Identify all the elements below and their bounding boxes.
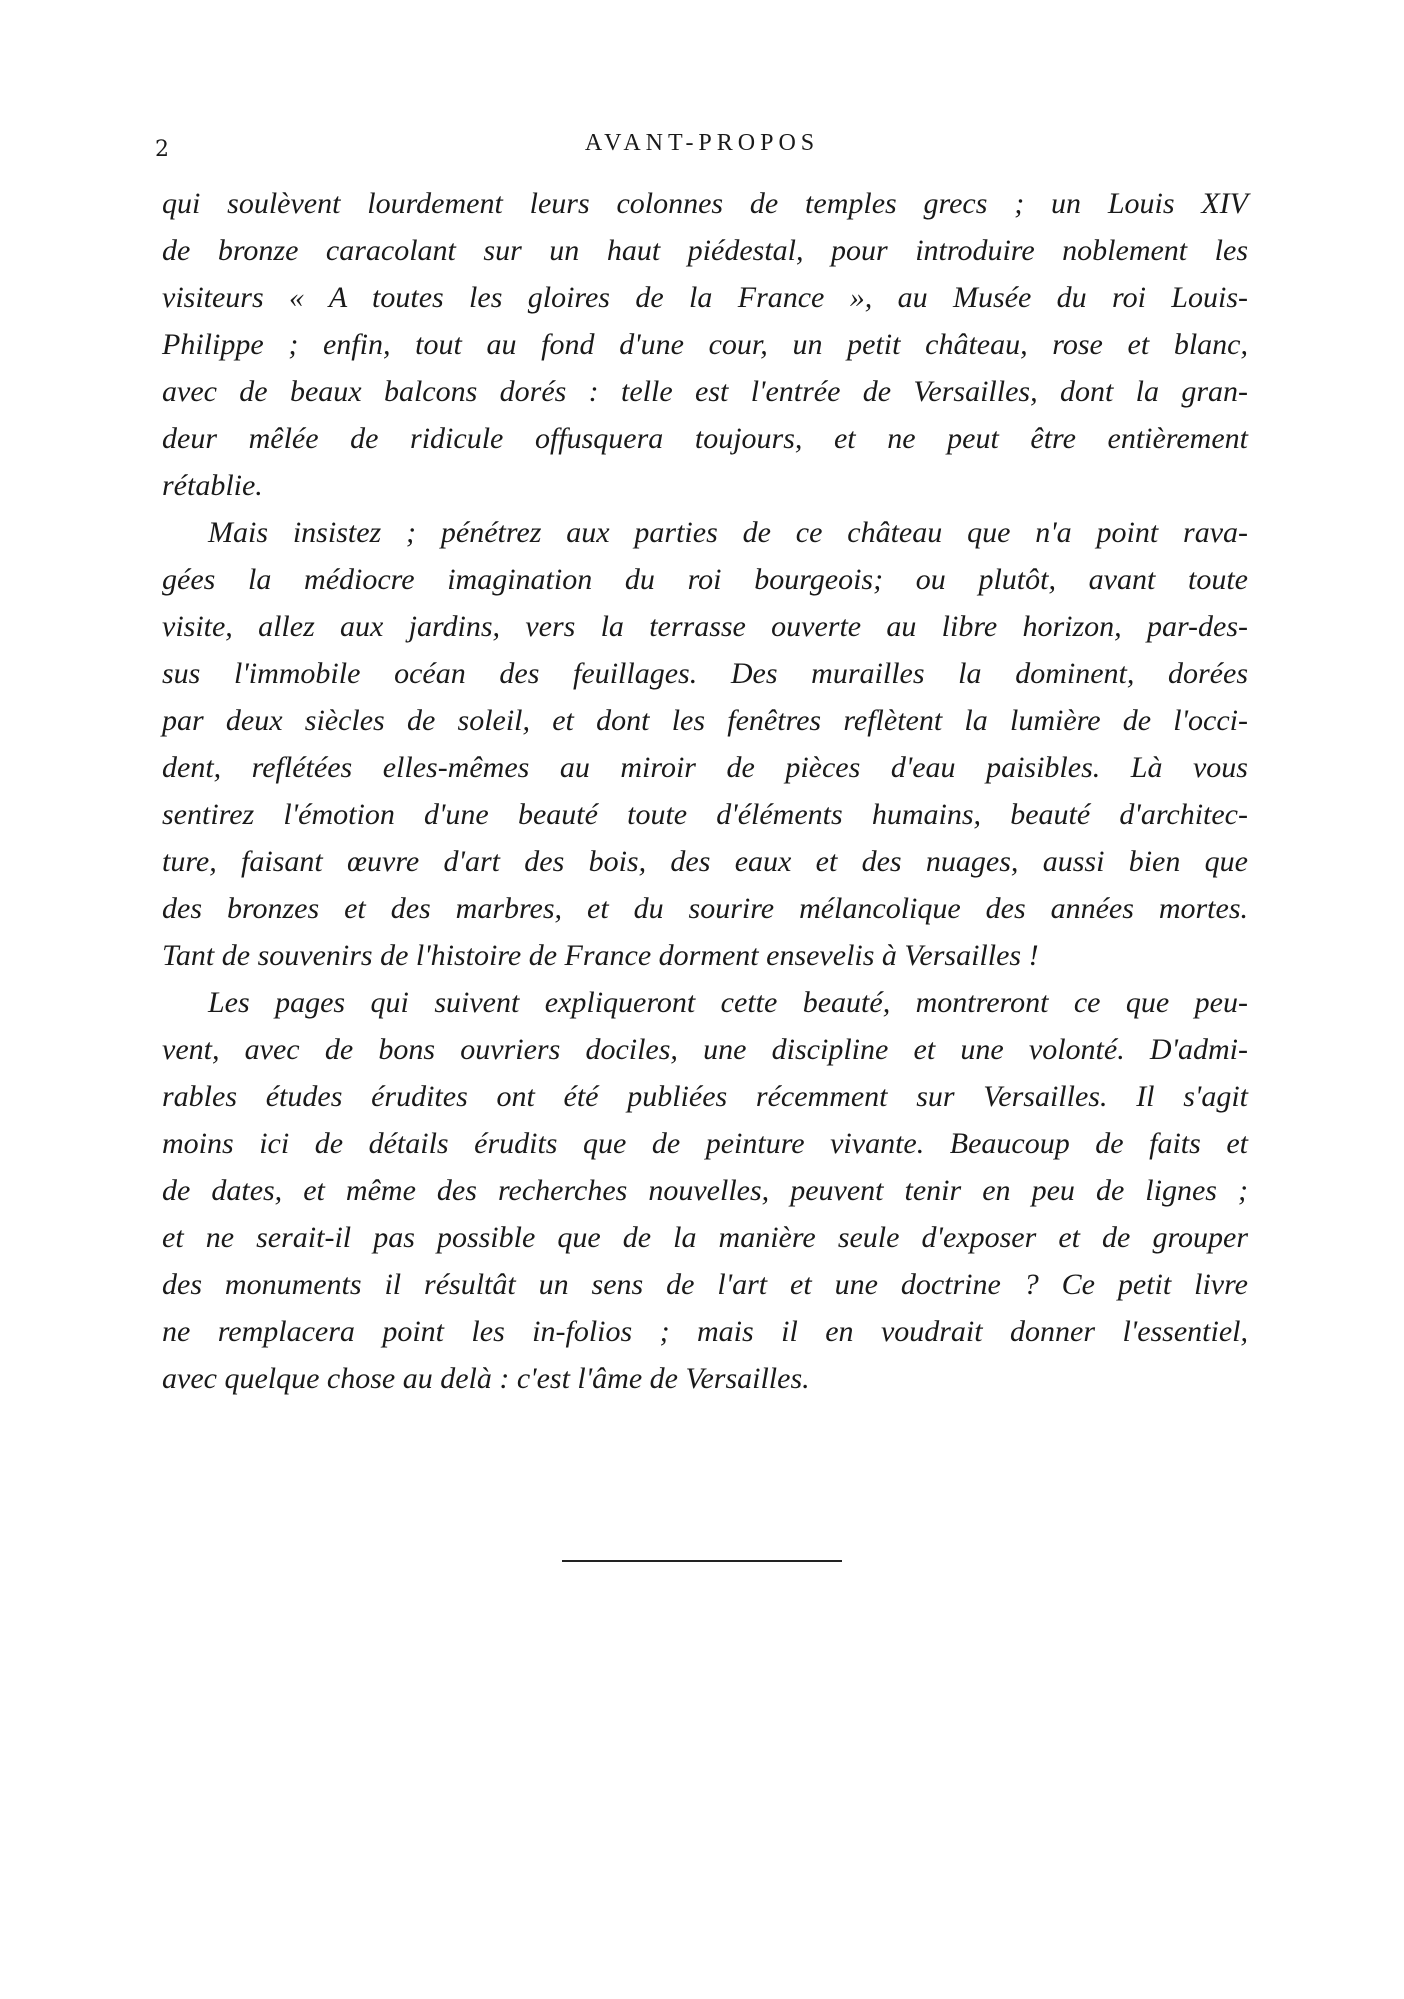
running-title: AVANT-PROPOS bbox=[584, 130, 820, 156]
text-line: Tant de souvenirs de l'histoire de France dorment ensevelis à Versailles ! bbox=[162, 939, 1039, 972]
text-line: par deux siècles de soleil, et dont les fenêtres reflètent la lumière de l'occi- bbox=[162, 704, 1248, 737]
text-line: ne remplacera point les in-folios ; mais il en voudrait donner l'essentiel, bbox=[162, 1315, 1248, 1348]
text-line: ture, faisant œuvre d'art des bois, des eaux et des nuages, aussi bien que bbox=[162, 845, 1248, 878]
text-line: Les pages qui suivent expliqueront cette beauté, montreront ce que peu- bbox=[208, 986, 1248, 1019]
paragraph-3 bbox=[162, 979, 1248, 1402]
text-line: sus l'immobile océan des feuillages. Des murailles la dominent, dorées bbox=[162, 657, 1248, 690]
text-line: gées la médiocre imagination du roi bourgeois; ou plutôt, avant toute bbox=[162, 563, 1248, 596]
text-line: vent, avec de bons ouvriers dociles, une discipline et une volonté. D'admi- bbox=[162, 1033, 1248, 1066]
page-number: 2 bbox=[155, 137, 169, 162]
text-line: qui soulèvent lourdement leurs colonnes de temples grecs ; un Louis XIV bbox=[162, 187, 1248, 220]
closing-rule bbox=[562, 1560, 842, 1562]
text-line: moins ici de détails érudits que de peinture vivante. Beaucoup de faits et bbox=[162, 1127, 1248, 1160]
text-line: dent, reflétées elles-mêmes au miroir de pièces d'eau paisibles. Là vous bbox=[162, 751, 1248, 784]
paragraph-1 bbox=[162, 180, 1248, 509]
text-line: des bronzes et des marbres, et du sourire mélancolique des années mortes. bbox=[162, 892, 1248, 925]
body-text bbox=[162, 180, 1248, 1402]
text-line: avec quelque chose au delà : c'est l'âme de Versailles. bbox=[162, 1362, 810, 1395]
text-line: Philippe ; enfin, tout au fond d'une cour, un petit château, rose et blanc, bbox=[162, 328, 1248, 361]
text-line: visiteurs « A toutes les gloires de la France », au Musée du roi Louis- bbox=[162, 281, 1248, 314]
text-line: et ne serait-il pas possible que de la manière seule d'exposer et de grouper bbox=[162, 1221, 1248, 1254]
text-line: sentirez l'émotion d'une beauté toute d'éléments humains, beauté d'architec- bbox=[162, 798, 1248, 831]
text-line: des monuments il résultât un sens de l'art et une doctrine ? Ce petit livre bbox=[162, 1268, 1248, 1301]
text-line: de bronze caracolant sur un haut piédestal, pour introduire noblement les bbox=[162, 234, 1248, 267]
text-line: rables études érudites ont été publiées récemment sur Versailles. Il s'agit bbox=[162, 1080, 1248, 1113]
text-line: rétablie. bbox=[162, 469, 263, 502]
text-line: de dates, et même des recherches nouvelles, peuvent tenir en peu de lignes ; bbox=[162, 1174, 1248, 1207]
text-line: Mais insistez ; pénétrez aux parties de ce château que n'a point rava- bbox=[208, 516, 1248, 549]
text-line: deur mêlée de ridicule offusquera toujours, et ne peut être entièrement bbox=[162, 422, 1248, 455]
paragraph-2 bbox=[162, 509, 1248, 979]
text-line: visite, allez aux jardins, vers la terrasse ouverte au libre horizon, par-des- bbox=[162, 610, 1248, 643]
text-line: avec de beaux balcons dorés : telle est l'entrée de Versailles, dont la gran- bbox=[162, 375, 1248, 408]
